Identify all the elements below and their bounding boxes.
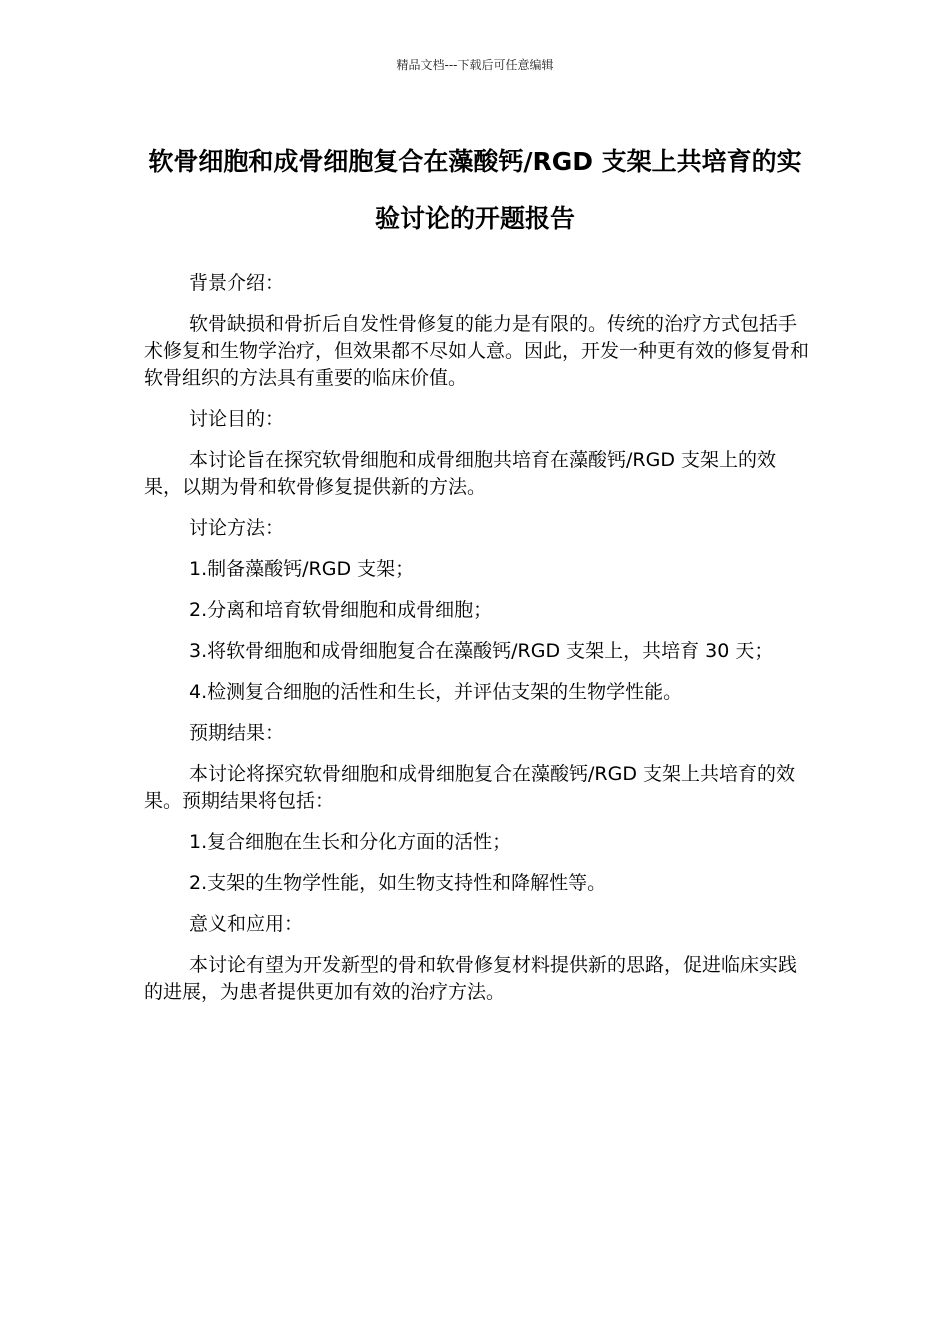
document-body xyxy=(144,270,810,1020)
section-heading-background: 背景介绍： xyxy=(189,272,285,294)
paragraph-purpose: 本讨论旨在探究软骨细胞和成骨细胞共培育在藻酸钙/RGD 支架上的效果，以期为骨和软骨修复提供新的方法。 xyxy=(144,449,776,498)
method-item-3: 3.将软骨细胞和成骨细胞复合在藻酸钙/RGD 支架上，共培育 30 天； xyxy=(189,640,774,662)
section-heading-expected-results: 预期结果： xyxy=(189,722,285,744)
result-item-1: 1.复合细胞在生长和分化方面的活性； xyxy=(189,831,512,853)
section-heading-methods: 讨论方法： xyxy=(189,517,285,539)
paragraph-significance: 本讨论有望为开发新型的骨和软骨修复材料提供新的思路，促进临床实践的进展，为患者提供更加有效的治疗方法。 xyxy=(144,954,798,1003)
method-item-1: 1.制备藻酸钙/RGD 支架； xyxy=(189,558,415,580)
section-heading-purpose: 讨论目的： xyxy=(189,408,285,430)
section-heading-significance: 意义和应用： xyxy=(189,913,304,935)
result-item-2: 2.支架的生物学性能，如生物支持性和降解性等。 xyxy=(189,872,607,894)
paragraph-background: 软骨缺损和骨折后自发性骨修复的能力是有限的。传统的治疗方式包括手术修复和生物学治疗，但效果都不尽如人意。因此，开发一种更有效的修复骨和软骨组织的方法具有重要的临床价值。 xyxy=(144,313,810,389)
document-title: 软骨细胞和成骨细胞复合在藻酸钙/RGD 支架上共培育的实验讨论的开题报告 xyxy=(148,147,802,233)
paragraph-expected-results: 本讨论将探究软骨细胞和成骨细胞复合在藻酸钙/RGD 支架上共培育的效果。预期结果将包括： xyxy=(144,763,795,812)
header-note: 精品文档---下载后可任意编辑 xyxy=(396,58,554,72)
method-item-4: 4.检测复合细胞的活性和生长，并评估支架的生物学性能。 xyxy=(189,681,683,703)
method-item-2: 2.分离和培育软骨细胞和成骨细胞； xyxy=(189,599,493,621)
